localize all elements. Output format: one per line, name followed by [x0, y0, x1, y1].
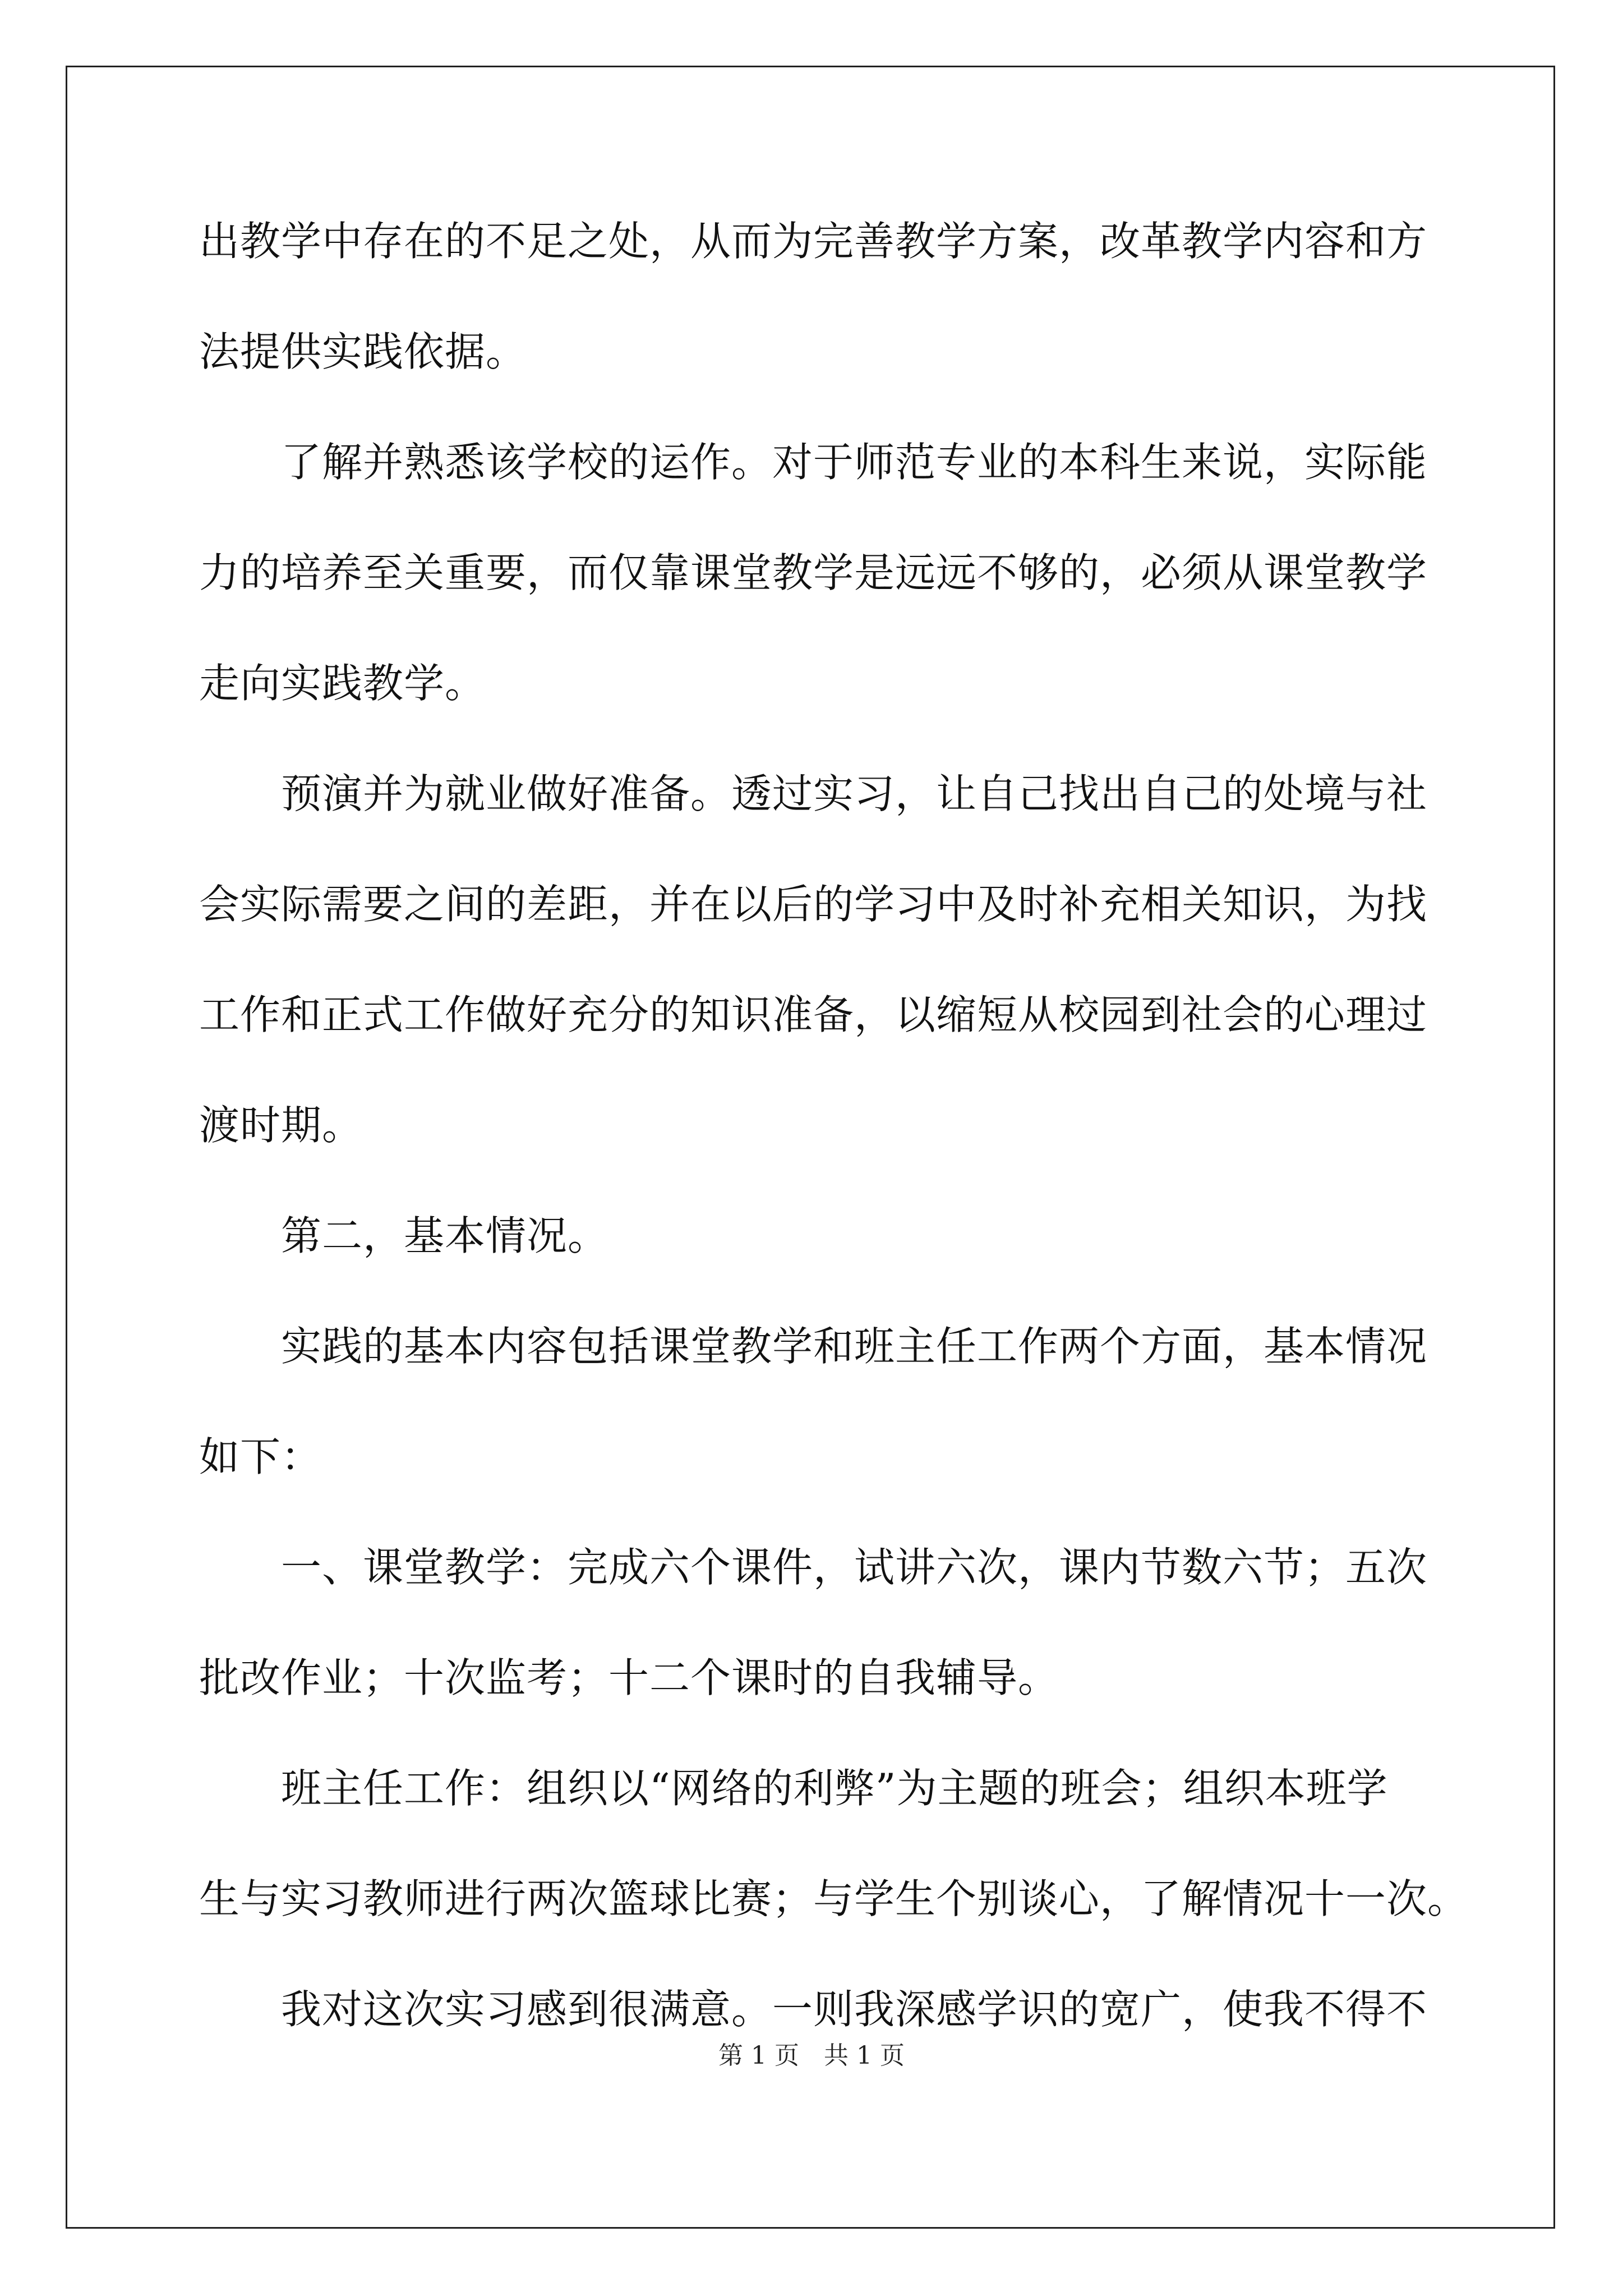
text-line: 法提供实践依据。	[199, 328, 527, 375]
text-line: 会实际需要之间的差距，并在以后的学习中及时补充相关知识，为找	[199, 881, 1428, 928]
text-line: 了解并熟悉该学校的运作。对于师范专业的本科生来说，实际能	[199, 439, 1428, 486]
text-line: 如下：	[199, 1433, 322, 1480]
page-number-footer: 第 1 页 共 1 页	[718, 2041, 905, 2070]
text-line: 我对这次实习感到很满意。一则我深感学识的宽广，使我不得不	[199, 1986, 1428, 2033]
text-line: 出教学中存在的不足之处，从而为完善教学方案，改革教学内容和方	[199, 218, 1428, 265]
text-line: 生与实习教师进行两次篮球比赛；与学生个别谈心，了解情况十一次。	[199, 1875, 1469, 1922]
text-line: 一、课堂教学：完成六个课件，试讲六次，课内节数六节；五次	[199, 1544, 1428, 1591]
text-line: 渡时期。	[199, 1102, 363, 1149]
text-line: 实践的基本内容包括课堂教学和班主任工作两个方面，基本情况	[199, 1323, 1428, 1370]
text-line: 预演并为就业做好准备。透过实习，让自己找出自己的处境与社	[199, 770, 1428, 817]
text-line: 工作和正式工作做好充分的知识准备，以缩短从校园到社会的心理过	[199, 991, 1428, 1038]
section-heading: 第二，基本情况。	[199, 1212, 609, 1259]
text-line: 批改作业；十次监考；十二个课时的自我辅导。	[199, 1654, 1059, 1701]
text-line: 走向实践教学。	[199, 660, 486, 707]
text-line: 力的培养至关重要，而仅靠课堂教学是远远不够的，必须从课堂教学	[199, 549, 1428, 596]
text-line: 班主任工作：组织以“网络的利弊”为主题的班会；组织本班学	[199, 1765, 1388, 1812]
